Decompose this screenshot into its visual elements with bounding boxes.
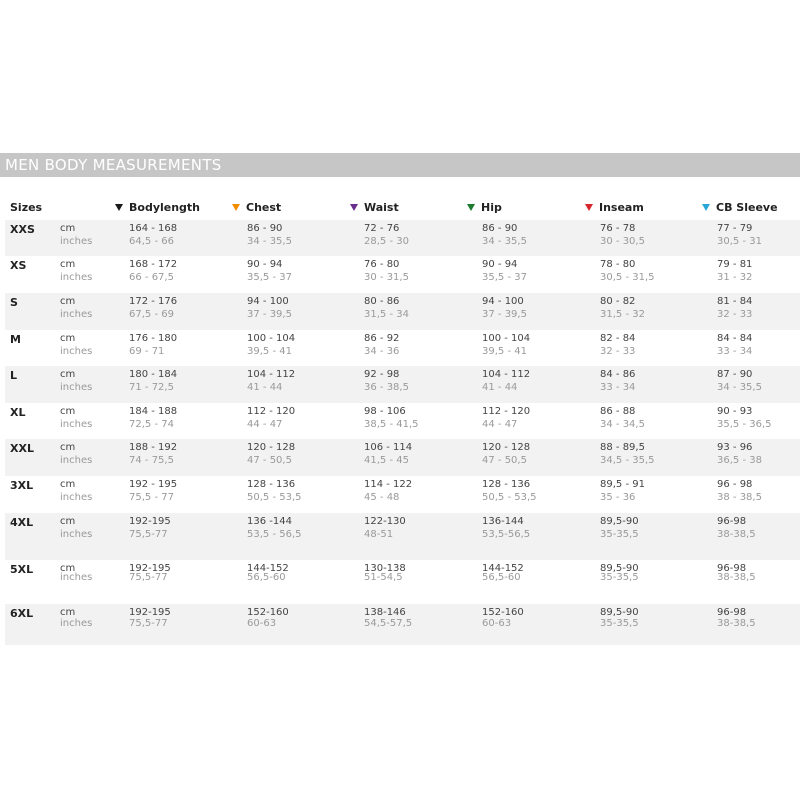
inches-value: 35-35,5 [600, 572, 639, 583]
inches-value: 67,5 - 69 [129, 309, 174, 320]
table-header-row [5, 196, 800, 220]
unit-cm-label: cm [60, 259, 76, 270]
cm-value: 180 - 184 [129, 369, 178, 380]
inches-value: 35-35,5 [600, 529, 639, 540]
cm-value: 76 - 78 [600, 223, 636, 234]
unit-inches-label: inches [60, 236, 93, 247]
page-title: MEN BODY MEASUREMENTS [0, 153, 800, 177]
cm-value: 90 - 94 [482, 259, 518, 270]
cm-value: 96-98 [717, 563, 747, 574]
inches-value: 31,5 - 34 [364, 309, 409, 320]
triangle-marker-icon [115, 204, 123, 211]
cm-value: 86 - 90 [482, 223, 518, 234]
column-header-label: Waist [364, 201, 399, 214]
column-header-label: Hip [481, 201, 502, 214]
cm-value: 130-138 [364, 563, 406, 574]
table-row [5, 220, 800, 256]
inches-value: 41 - 44 [247, 382, 283, 393]
cm-value: 144-152 [247, 563, 289, 574]
inches-value: 34 - 35,5 [247, 236, 292, 247]
inches-value: 44 - 47 [482, 419, 518, 430]
cm-value: 192 - 195 [129, 479, 178, 490]
cm-value: 106 - 114 [364, 442, 413, 453]
cm-value: 112 - 120 [482, 406, 531, 417]
cm-value: 90 - 93 [717, 406, 753, 417]
cm-value: 96 - 98 [717, 479, 753, 490]
measurement-table [5, 196, 800, 645]
cm-value: 104 - 112 [482, 369, 531, 380]
unit-cm-label: cm [60, 607, 76, 618]
cm-value: 76 - 80 [364, 259, 400, 270]
size-label: S [10, 296, 18, 309]
cm-value: 136-144 [482, 516, 524, 527]
inches-value: 30,5 - 31 [717, 236, 762, 247]
cm-value: 144-152 [482, 563, 524, 574]
inches-value: 35 - 36 [600, 492, 636, 503]
unit-cm-label: cm [60, 223, 76, 234]
inches-value: 64,5 - 66 [129, 236, 174, 247]
triangle-marker-icon [702, 204, 710, 211]
inches-value: 51-54,5 [364, 572, 403, 583]
inches-value: 41 - 44 [482, 382, 518, 393]
cm-value: 120 - 128 [247, 442, 296, 453]
cm-value: 89,5-90 [600, 563, 639, 574]
cm-value: 136 -144 [247, 516, 292, 527]
column-header-label: CB Sleeve [716, 201, 778, 214]
cm-value: 138-146 [364, 607, 406, 618]
size-label: 3XL [10, 479, 34, 492]
cm-value: 77 - 79 [717, 223, 753, 234]
inches-value: 39,5 - 41 [247, 346, 292, 357]
cm-value: 112 - 120 [247, 406, 296, 417]
cm-value: 72 - 76 [364, 223, 400, 234]
inches-value: 34 - 34,5 [600, 419, 645, 430]
cm-value: 152-160 [482, 607, 524, 618]
inches-value: 38 - 38,5 [717, 492, 762, 503]
unit-cm-label: cm [60, 369, 76, 380]
inches-value: 38-38,5 [717, 529, 756, 540]
table-row [5, 403, 800, 439]
cm-value: 172 - 176 [129, 296, 178, 307]
table-row [5, 256, 800, 293]
inches-value: 28,5 - 30 [364, 236, 409, 247]
inches-value: 75,5 - 77 [129, 492, 174, 503]
cm-value: 176 - 180 [129, 333, 178, 344]
inches-value: 36 - 38,5 [364, 382, 409, 393]
unit-inches-label: inches [60, 309, 93, 320]
unit-inches-label: inches [60, 419, 93, 430]
cm-value: 86 - 88 [600, 406, 636, 417]
table-row [5, 560, 800, 604]
inches-value: 75,5-77 [129, 529, 168, 540]
cm-value: 87 - 90 [717, 369, 753, 380]
inches-value: 69 - 71 [129, 346, 165, 357]
inches-value: 38-38,5 [717, 618, 756, 629]
cm-value: 89,5-90 [600, 516, 639, 527]
triangle-marker-icon [232, 204, 240, 211]
inches-value: 54,5-57,5 [364, 618, 413, 629]
size-label: L [10, 369, 18, 382]
table-row [5, 366, 800, 403]
inches-value: 60-63 [482, 618, 512, 629]
cm-value: 152-160 [247, 607, 289, 618]
inches-value: 39,5 - 41 [482, 346, 527, 357]
inches-value: 50,5 - 53,5 [247, 492, 302, 503]
unit-cm-label: cm [60, 516, 76, 527]
column-header [10, 201, 42, 214]
column-header [350, 201, 399, 214]
inches-value: 37 - 39,5 [482, 309, 527, 320]
inches-value: 72,5 - 74 [129, 419, 174, 430]
unit-cm-label: cm [60, 296, 76, 307]
cm-value: 164 - 168 [129, 223, 178, 234]
unit-inches-label: inches [60, 492, 93, 503]
column-header-label: Chest [246, 201, 282, 214]
cm-value: 100 - 104 [247, 333, 296, 344]
triangle-marker-icon [585, 204, 593, 211]
cm-value: 104 - 112 [247, 369, 296, 380]
table-row [5, 330, 800, 366]
cm-value: 86 - 92 [364, 333, 400, 344]
cm-value: 98 - 106 [364, 406, 406, 417]
cm-value: 188 - 192 [129, 442, 178, 453]
cm-value: 94 - 100 [482, 296, 524, 307]
unit-inches-label: inches [60, 382, 93, 393]
column-header [115, 201, 200, 214]
cm-value: 79 - 81 [717, 259, 753, 270]
inches-value: 32 - 33 [600, 346, 636, 357]
size-label: XXL [10, 442, 34, 455]
table-row [5, 513, 800, 560]
column-header-label: Sizes [10, 201, 43, 214]
unit-inches-label: inches [60, 618, 93, 629]
inches-value: 34 - 35,5 [482, 236, 527, 247]
inches-value: 47 - 50,5 [247, 455, 292, 466]
unit-cm-label: cm [60, 479, 76, 490]
cm-value: 96-98 [717, 516, 747, 527]
unit-cm-label: cm [60, 406, 76, 417]
column-header [585, 201, 644, 214]
column-header [702, 201, 778, 214]
inches-value: 45 - 48 [364, 492, 400, 503]
table-body [5, 220, 800, 645]
inches-value: 30,5 - 31,5 [600, 272, 655, 283]
inches-value: 41,5 - 45 [364, 455, 409, 466]
size-label: XS [10, 259, 27, 272]
cm-value: 89,5 - 91 [600, 479, 645, 490]
cm-value: 192-195 [129, 516, 171, 527]
size-label: 6XL [10, 607, 34, 620]
cm-value: 96-98 [717, 607, 747, 618]
table-row [5, 476, 800, 513]
cm-value: 192-195 [129, 607, 171, 618]
size-label: 4XL [10, 516, 34, 529]
inches-value: 56,5-60 [247, 572, 286, 583]
cm-value: 122-130 [364, 516, 406, 527]
column-header [232, 201, 281, 214]
inches-value: 34 - 35,5 [717, 382, 762, 393]
unit-inches-label: inches [60, 346, 93, 357]
column-header-label: Bodylength [129, 201, 201, 214]
inches-value: 53,5-56,5 [482, 529, 531, 540]
inches-value: 35,5 - 37 [247, 272, 292, 283]
inches-value: 38-38,5 [717, 572, 756, 583]
cm-value: 128 - 136 [247, 479, 296, 490]
inches-value: 75,5-77 [129, 618, 168, 629]
cm-value: 84 - 84 [717, 333, 753, 344]
cm-value: 82 - 84 [600, 333, 636, 344]
cm-value: 81 - 84 [717, 296, 753, 307]
inches-value: 44 - 47 [247, 419, 283, 430]
inches-value: 50,5 - 53,5 [482, 492, 537, 503]
cm-value: 80 - 82 [600, 296, 636, 307]
triangle-marker-icon [467, 204, 475, 211]
inches-value: 34,5 - 35,5 [600, 455, 655, 466]
cm-value: 88 - 89,5 [600, 442, 645, 453]
unit-cm-label: cm [60, 442, 76, 453]
inches-value: 31,5 - 32 [600, 309, 645, 320]
cm-value: 78 - 80 [600, 259, 636, 270]
unit-cm-label: cm [60, 333, 76, 344]
inches-value: 34 - 36 [364, 346, 400, 357]
inches-value: 47 - 50,5 [482, 455, 527, 466]
inches-value: 75,5-77 [129, 572, 168, 583]
cm-value: 94 - 100 [247, 296, 289, 307]
size-label: M [10, 333, 21, 346]
inches-value: 60-63 [247, 618, 277, 629]
unit-inches-label: inches [60, 272, 93, 283]
inches-value: 48-51 [364, 529, 394, 540]
table-row [5, 293, 800, 330]
inches-value: 37 - 39,5 [247, 309, 292, 320]
inches-value: 35,5 - 36,5 [717, 419, 772, 430]
inches-value: 33 - 34 [717, 346, 753, 357]
table-row [5, 604, 800, 645]
size-label: XXS [10, 223, 35, 236]
inches-value: 30 - 30,5 [600, 236, 645, 247]
inches-value: 56,5-60 [482, 572, 521, 583]
size-label: XL [10, 406, 26, 419]
inches-value: 30 - 31,5 [364, 272, 409, 283]
cm-value: 184 - 188 [129, 406, 178, 417]
inches-value: 31 - 32 [717, 272, 753, 283]
column-header [467, 201, 502, 214]
cm-value: 90 - 94 [247, 259, 283, 270]
inches-value: 38,5 - 41,5 [364, 419, 419, 430]
inches-value: 33 - 34 [600, 382, 636, 393]
cm-value: 80 - 86 [364, 296, 400, 307]
unit-inches-label: inches [60, 455, 93, 466]
inches-value: 36,5 - 38 [717, 455, 762, 466]
inches-value: 66 - 67,5 [129, 272, 174, 283]
cm-value: 89,5-90 [600, 607, 639, 618]
inches-value: 71 - 72,5 [129, 382, 174, 393]
unit-inches-label: inches [60, 572, 93, 583]
inches-value: 32 - 33 [717, 309, 753, 320]
cm-value: 192-195 [129, 563, 171, 574]
cm-value: 86 - 90 [247, 223, 283, 234]
cm-value: 114 - 122 [364, 479, 413, 490]
cm-value: 92 - 98 [364, 369, 400, 380]
cm-value: 93 - 96 [717, 442, 753, 453]
cm-value: 168 - 172 [129, 259, 178, 270]
unit-cm-label: cm [60, 563, 76, 574]
column-header-label: Inseam [599, 201, 644, 214]
cm-value: 100 - 104 [482, 333, 531, 344]
cm-value: 120 - 128 [482, 442, 531, 453]
inches-value: 53,5 - 56,5 [247, 529, 302, 540]
cm-value: 128 - 136 [482, 479, 531, 490]
unit-inches-label: inches [60, 529, 93, 540]
cm-value: 84 - 86 [600, 369, 636, 380]
inches-value: 74 - 75,5 [129, 455, 174, 466]
triangle-marker-icon [350, 204, 358, 211]
inches-value: 35-35,5 [600, 618, 639, 629]
size-label: 5XL [10, 563, 34, 576]
table-row [5, 439, 800, 476]
inches-value: 35,5 - 37 [482, 272, 527, 283]
